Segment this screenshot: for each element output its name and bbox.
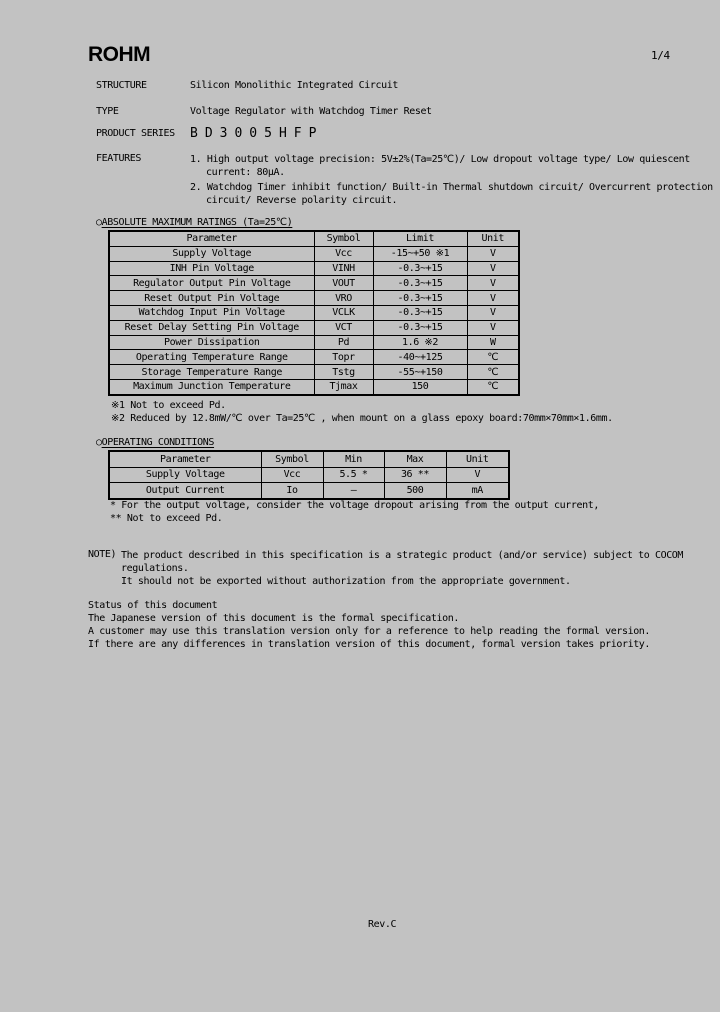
- table-row: [109, 467, 509, 483]
- table-header-row: [109, 451, 509, 467]
- table-cell: Vcc: [314, 246, 373, 261]
- status-line: If there are any differences in translation version of this document, formal version takes priority.: [88, 639, 651, 650]
- table-cell: Output Current: [109, 483, 261, 499]
- table-row: [109, 379, 519, 394]
- note-line: The product described in this specification is a strategic product (and/or service) subject to COCOM regulations.: [121, 550, 684, 574]
- table-cell: Supply Voltage: [109, 467, 261, 483]
- table-cell: —: [323, 483, 384, 499]
- table-cell: V: [467, 261, 519, 276]
- table-cell: Watchdog Input Pin Voltage: [109, 305, 314, 320]
- table-cell: VOUT: [314, 276, 373, 291]
- table-cell: VCT: [314, 320, 373, 335]
- structure-label: STRUCTURE: [96, 80, 147, 91]
- table-header-cell: Limit: [373, 231, 467, 246]
- table-row: [109, 350, 519, 365]
- table-cell: 5.5 *: [323, 467, 384, 483]
- footnote: ※1 Not to exceed Pd.: [111, 400, 226, 411]
- table-header-row: [109, 231, 519, 246]
- table-cell: -0.3~+15: [373, 305, 467, 320]
- table-row: [109, 305, 519, 320]
- table-cell: V: [467, 305, 519, 320]
- table-row: [109, 335, 519, 350]
- table-cell: V: [446, 467, 509, 483]
- table-header-cell: Unit: [467, 231, 519, 246]
- table-cell: -0.3~+15: [373, 276, 467, 291]
- table-row: [109, 365, 519, 380]
- table-header-cell: Max: [384, 451, 446, 467]
- table-header-cell: Parameter: [109, 451, 261, 467]
- features-label: FEATURES: [96, 153, 141, 164]
- table-cell: ℃: [467, 350, 519, 365]
- table-cell: 1.6 ※2: [373, 335, 467, 350]
- table-row: [109, 276, 519, 291]
- table-cell: Pd: [314, 335, 373, 350]
- table-header-cell: Symbol: [314, 231, 373, 246]
- table-cell: INH Pin Voltage: [109, 261, 314, 276]
- table-cell: 150: [373, 379, 467, 394]
- status-line: The Japanese version of this document is the formal specification.: [88, 613, 459, 624]
- features-list: [190, 153, 720, 209]
- table-cell: Reset Delay Setting Pin Voltage: [109, 320, 314, 335]
- table-cell: Topr: [314, 350, 373, 365]
- table-cell: Maximum Junction Temperature: [109, 379, 314, 394]
- table-cell: Regulator Output Pin Voltage: [109, 276, 314, 291]
- product-series-value: BD3005HFP: [190, 126, 324, 141]
- product-series-label: PRODUCT SERIES: [96, 128, 175, 139]
- table-cell: Tstg: [314, 365, 373, 380]
- status-line: A customer may use this translation version only for a reference to help reading the formal version.: [88, 626, 651, 637]
- table-cell: -40~+125: [373, 350, 467, 365]
- table-cell: VRO: [314, 291, 373, 306]
- table-cell: Power Dissipation: [109, 335, 314, 350]
- table-header-cell: Parameter: [109, 231, 314, 246]
- feature-item: 2. Watchdog Timer inhibit function/ Built-in Thermal shutdown circuit/ Overcurrent protection circuit/ Reverse polarity circuit.: [190, 182, 713, 206]
- status-line: Status of this document: [88, 600, 218, 611]
- table-row: [109, 291, 519, 306]
- rohm-logo: ROHM: [88, 43, 151, 66]
- section-marker-icon: ○: [96, 217, 102, 228]
- revision-label: Rev.C: [368, 919, 397, 930]
- note-text: [121, 549, 713, 588]
- operating-conditions-table: [108, 450, 510, 500]
- table-row: [109, 320, 519, 335]
- table-row: [109, 483, 509, 499]
- operating-conditions-title: OPERATING CONDITIONS: [101, 437, 215, 448]
- table-cell: Storage Temperature Range: [109, 365, 314, 380]
- cocom-note: [88, 549, 713, 588]
- table-cell: -0.3~+15: [373, 261, 467, 276]
- table-row: [109, 246, 519, 261]
- table-header-cell: Unit: [446, 451, 509, 467]
- table-cell: 500: [384, 483, 446, 499]
- product-series-row: [96, 128, 323, 141]
- table-cell: VINH: [314, 261, 373, 276]
- footnote: ※2 Reduced by 12.8mW/℃ over Ta=25℃ , when mount on a glass epoxy board:70mm×70mm×1.6mm.: [111, 412, 613, 424]
- table-row: [109, 261, 519, 276]
- feature-item: 1. High output voltage precision: 5V±2%(Ta=25℃)/ Low dropout voltage type/ Low quiescent current: 80μA.: [190, 154, 690, 178]
- abs-max-heading: [96, 217, 292, 228]
- table-cell: -15~+50 ※1: [373, 246, 467, 261]
- abs-max-notes: [111, 400, 613, 426]
- table-cell: V: [467, 276, 519, 291]
- operating-conditions-heading: [96, 437, 214, 448]
- table-cell: Vcc: [261, 467, 323, 483]
- table-cell: mA: [446, 483, 509, 499]
- structure-row: [96, 80, 398, 91]
- abs-max-title: ABSOLUTE MAXIMUM RATINGS (Ta=25℃): [101, 217, 293, 228]
- section-marker-icon: ○: [96, 437, 102, 448]
- table-cell: Operating Temperature Range: [109, 350, 314, 365]
- note-label: NOTE): [88, 549, 117, 560]
- features-row: [96, 153, 720, 209]
- table-cell: Supply Voltage: [109, 246, 314, 261]
- absolute-maximum-ratings-table: [108, 230, 520, 396]
- table-cell: Io: [261, 483, 323, 499]
- table-cell: W: [467, 335, 519, 350]
- type-value: Voltage Regulator with Watchdog Timer Reset: [190, 106, 432, 117]
- table-cell: ℃: [467, 365, 519, 380]
- table-cell: 36 **: [384, 467, 446, 483]
- table-cell: V: [467, 291, 519, 306]
- table-cell: -0.3~+15: [373, 291, 467, 306]
- table-cell: Reset Output Pin Voltage: [109, 291, 314, 306]
- footnote: * For the output voltage, consider the voltage dropout arising from the output current,: [110, 500, 599, 511]
- table-header-cell: Symbol: [261, 451, 323, 467]
- table-cell: V: [467, 320, 519, 335]
- table-cell: VCLK: [314, 305, 373, 320]
- type-label: TYPE: [96, 106, 119, 117]
- page-number: 1/4: [651, 49, 670, 62]
- type-row: [96, 106, 432, 117]
- table-cell: Tjmax: [314, 379, 373, 394]
- footnote: ** Not to exceed Pd.: [110, 512, 223, 524]
- table-cell: V: [467, 246, 519, 261]
- table-cell: -55~+150: [373, 365, 467, 380]
- document-status: [88, 599, 650, 651]
- structure-value: Silicon Monolithic Integrated Circuit: [190, 80, 398, 91]
- table-cell: -0.3~+15: [373, 320, 467, 335]
- table-cell: ℃: [467, 379, 519, 394]
- table-header-cell: Min: [323, 451, 384, 467]
- note-line: It should not be exported without authorization from the appropriate government.: [121, 576, 571, 587]
- operating-conditions-notes: [110, 500, 599, 526]
